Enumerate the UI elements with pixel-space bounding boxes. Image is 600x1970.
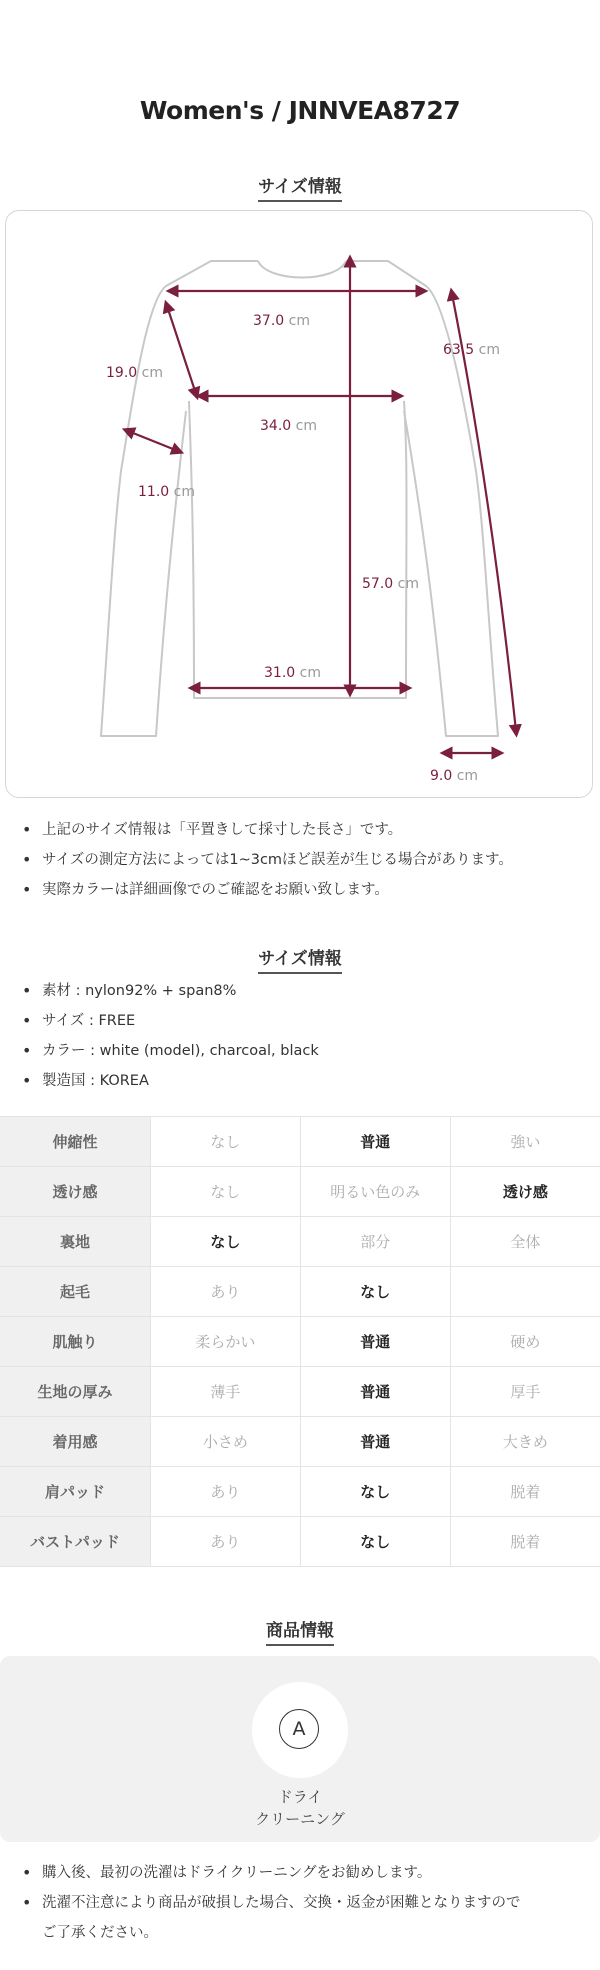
spec-row xyxy=(0,1317,600,1367)
spec-items-list xyxy=(22,976,319,1096)
svg-text:19.0 cm: 19.0 cm xyxy=(106,365,163,381)
spec-option: なし xyxy=(151,1117,301,1167)
spec-option: 小さめ xyxy=(151,1417,301,1467)
size-note: • サイズの測定方法によっては1~3cmほど誤差が生じる場合があります。 xyxy=(22,845,513,875)
product-title: Women's / JNNVEA8727 xyxy=(139,96,461,125)
spec-row xyxy=(0,1267,600,1317)
care-label xyxy=(0,1786,600,1830)
spec-row-label: 起毛 xyxy=(0,1267,151,1317)
spec-option: あり xyxy=(151,1267,301,1317)
measurement-labels xyxy=(106,313,500,784)
spec-option: あり xyxy=(151,1517,301,1567)
sleeve-upper-value: 19.0 xyxy=(106,365,138,381)
care-note: • 洗濯不注意により商品が破損した場合、交換・返金が困難となりますので ご了承ください。 xyxy=(22,1888,521,1948)
spec-item-material: • 素材 : nylon92% + span8% xyxy=(22,976,319,1006)
care-icon-circle xyxy=(252,1682,348,1778)
size-info-heading-text: サイズ情報 xyxy=(258,172,342,202)
sleeve-length-line xyxy=(452,294,516,731)
size-note: • 上記のサイズ情報は「平置きして採寸した長さ」です。 xyxy=(22,815,513,845)
size-info-heading xyxy=(0,172,600,202)
spec-option: 全体 xyxy=(450,1217,600,1267)
svg-text:31.0 cm: 31.0 cm xyxy=(264,665,321,681)
spec-row-label: 裏地 xyxy=(0,1217,151,1267)
spec-item-origin: • 製造国 : KOREA xyxy=(22,1066,319,1096)
spec-info-heading-text: サイズ情報 xyxy=(258,944,342,974)
sleeve-opening-value: 9.0 xyxy=(430,768,453,784)
size-notes-list xyxy=(22,815,513,905)
spec-item-size: • サイズ : FREE xyxy=(22,1006,319,1036)
spec-option: 柔らかい xyxy=(151,1317,301,1367)
spec-option: 薄手 xyxy=(151,1367,301,1417)
spec-row-label: 着用感 xyxy=(0,1417,151,1467)
spec-option-selected: 普通 xyxy=(300,1117,450,1167)
svg-text:37.0 cm: 37.0 cm xyxy=(253,313,310,329)
svg-text:9.0 cm: 9.0 cm xyxy=(430,768,479,784)
spec-row-label: 生地の厚み xyxy=(0,1367,151,1417)
spec-row xyxy=(0,1167,600,1217)
spec-option-selected: 普通 xyxy=(300,1417,450,1467)
spec-option: 大きめ xyxy=(450,1417,600,1467)
spec-row xyxy=(0,1517,600,1567)
spec-option-selected: なし xyxy=(300,1517,450,1567)
spec-option-selected: 普通 xyxy=(300,1317,450,1367)
spec-option-selected: なし xyxy=(300,1467,450,1517)
cuff-value: 11.0 xyxy=(138,484,170,500)
spec-row xyxy=(0,1367,600,1417)
chest-value: 34.0 xyxy=(260,418,292,434)
spec-option: 厚手 xyxy=(450,1367,600,1417)
care-instructions-box xyxy=(0,1656,600,1842)
spec-info-heading xyxy=(0,944,600,974)
spec-option xyxy=(450,1267,600,1317)
product-info-heading-text: 商品情報 xyxy=(266,1616,334,1646)
spec-item-color: • カラー : white (model), charcoal, black xyxy=(22,1036,319,1066)
garment-diagram-svg xyxy=(6,211,594,799)
spec-option: 脱着 xyxy=(450,1467,600,1517)
spec-option: 脱着 xyxy=(450,1517,600,1567)
spec-option-selected: 普通 xyxy=(300,1367,450,1417)
spec-row xyxy=(0,1417,600,1467)
size-diagram xyxy=(5,210,593,798)
cuff-line xyxy=(128,431,178,451)
spec-option-selected: 透け感 xyxy=(450,1167,600,1217)
dry-clean-icon: A xyxy=(279,1709,319,1749)
product-info-heading xyxy=(0,1616,600,1646)
svg-text:34.0 cm: 34.0 cm xyxy=(260,418,317,434)
shoulder-value: 37.0 xyxy=(253,313,285,329)
spec-option: 強い xyxy=(450,1117,600,1167)
spec-row-label: 肩パッド xyxy=(0,1467,151,1517)
svg-text:57.0 cm: 57.0 cm xyxy=(362,576,419,592)
care-notes-list xyxy=(22,1858,521,1948)
total-length-value: 57.0 xyxy=(362,576,394,592)
spec-option-selected: なし xyxy=(300,1267,450,1317)
spec-option: なし xyxy=(151,1167,301,1217)
spec-row xyxy=(0,1117,600,1167)
sleeve-length-value: 63.5 xyxy=(443,342,475,358)
care-label-line2: クリーニング xyxy=(255,1810,345,1828)
spec-row xyxy=(0,1217,600,1267)
spec-row-label: 肌触り xyxy=(0,1317,151,1367)
spec-option-selected: なし xyxy=(151,1217,301,1267)
spec-option: 明るい色のみ xyxy=(300,1167,450,1217)
fabric-spec-table xyxy=(0,1116,600,1567)
spec-row-label: 伸縮性 xyxy=(0,1117,151,1167)
measurement-lines xyxy=(128,261,516,753)
spec-option: あり xyxy=(151,1467,301,1517)
spec-option: 硬め xyxy=(450,1317,600,1367)
spec-option: 部分 xyxy=(300,1217,450,1267)
spec-row-label: 透け感 xyxy=(0,1167,151,1217)
care-note: • 購入後、最初の洗濯はドライクリーニングをお勧めします。 xyxy=(22,1858,521,1888)
sleeve-upper-line xyxy=(167,306,196,394)
spec-row xyxy=(0,1467,600,1517)
care-label-line1: ドライ xyxy=(277,1788,323,1806)
svg-text:11.0 cm: 11.0 cm xyxy=(138,484,195,500)
spec-row-label: バストパッド xyxy=(0,1517,151,1567)
size-note: • 実際カラーは詳細画像でのご確認をお願い致します。 xyxy=(22,875,513,905)
svg-text:63.5 cm: 63.5 cm xyxy=(443,342,500,358)
hem-value: 31.0 xyxy=(264,665,296,681)
